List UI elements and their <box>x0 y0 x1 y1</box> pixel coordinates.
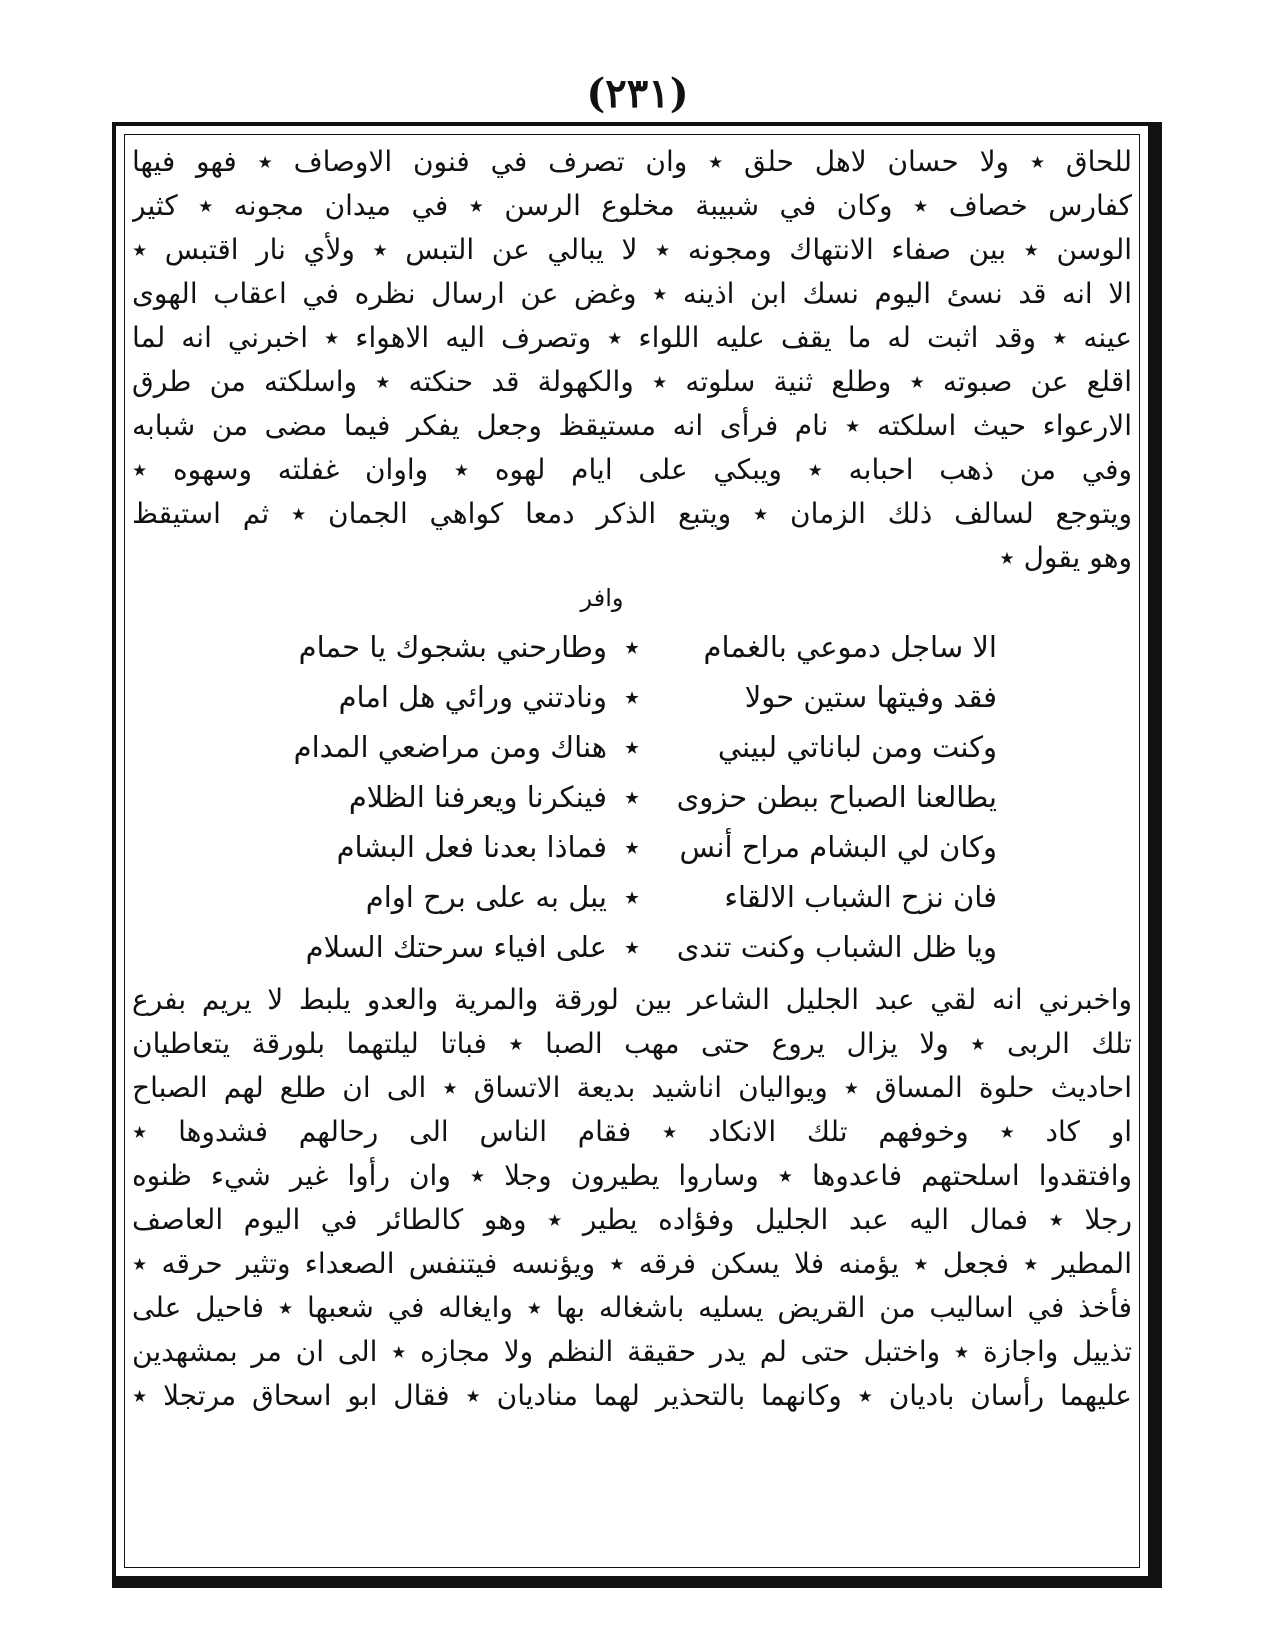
text-line: تلك الربى ٭ ولا يزال يروع حتى مهب الصبا ٭ فباتا ليلتهما بلورقة يتعاطيان <box>132 1027 1132 1060</box>
verse-first-hemistich: يطالعنا الصباح ببطن حزوى <box>676 780 997 814</box>
text-line: واخبرني انه لقي عبد الجليل الشاعر بين لورقة والمرية والعدو يلبط لا يريم بفرع <box>132 983 1132 1016</box>
star-separator-icon: ٭ <box>624 880 640 914</box>
verse <box>132 822 1132 872</box>
verse-second-hemistich: يبل به على برح اوام <box>365 880 607 914</box>
text-line: عليهما رأسان باديان ٭ وكانهما بالتحذير لهما مناديان ٭ فقال ابو اسحاق مرتجلا ٭ <box>132 1379 1132 1412</box>
star-separator-icon: ٭ <box>624 730 640 764</box>
text-line: او كاد ٭ وخوفهم تلك الانكاد ٭ فقام الناس الى رحالهم فشدوها ٭ <box>132 1115 1132 1148</box>
text-line: رجلا ٭ فمال اليه عبد الجليل وفؤاده يطير ٭ وهو كالطائر في اليوم العاصف <box>132 1203 1132 1236</box>
page-number: (٢٣١) <box>586 70 689 117</box>
text-line: الا انه قد نسئ اليوم نسك ابن اذينه ٭ وغض عن ارسال نظره في اعقاب الهوى <box>132 277 1132 310</box>
text-line: احاديث حلوة المساق ٭ ويواليان اناشيد بديعة الاتساق ٭ الى ان طلع لهم الصباح <box>132 1071 1132 1104</box>
verse-second-hemistich: على افياء سرحتك السلام <box>305 930 607 964</box>
star-separator-icon: ٭ <box>624 780 640 814</box>
text-line: وافتقدوا اسلحتهم فاعدوها ٭ وساروا يطيرون وجلا ٭ وان رأوا غير شيء ظنوه <box>132 1159 1132 1192</box>
text-line: فأخذ في اساليب من القريض يسليه باشغاله بها ٭ وايغاله في شعبها ٭ فاحيل على <box>132 1291 1132 1324</box>
verse-second-hemistich: فينكرنا ويعرفنا الظلام <box>348 780 607 814</box>
text-line: الارعواء حيث اسلكته ٭ نام فرأى انه مستيقظ وجعل يفكر فيما مضى من شبابه <box>132 409 1132 442</box>
star-separator-icon: ٭ <box>624 680 640 714</box>
verse <box>132 622 1132 672</box>
verse <box>132 772 1132 822</box>
verse-first-hemistich: فان نزح الشباب الالقاء <box>724 880 997 914</box>
star-separator-icon: ٭ <box>624 930 640 964</box>
verse-first-hemistich: فقد وفيتها ستين حولا <box>744 680 997 714</box>
text-line: للحاق ٭ ولا حسان لاهل حلق ٭ وان تصرف في فنون الاوصاف ٭ فهو فيها <box>132 145 1132 178</box>
meter-label: وافر <box>580 584 624 612</box>
star-separator-icon: ٭ <box>624 630 640 664</box>
text-line: تذييل واجازة ٭ واختبل حتى لم يدر حقيقة النظم ولا مجازه ٭ الى ان مر بمشهدين <box>132 1335 1132 1368</box>
frame-right-rule <box>1152 122 1162 1580</box>
text-line: كفارس خصاف ٭ وكان في شبيبة مخلوع الرسن ٭ في ميدان مجونه ٭ كثير <box>132 189 1132 222</box>
verse-second-hemistich: وطارحني بشجوك يا حمام <box>298 630 607 664</box>
verse-second-hemistich: هناك ومن مراضعي المدام <box>293 730 607 764</box>
text-line: المطير ٭ فجعل ٭ يؤمنه فلا يسكن فرقه ٭ ويؤنسه فيتنفس الصعداء وتثير حرقه ٭ <box>132 1247 1132 1280</box>
text-line: وهو يقول ٭ <box>999 541 1132 574</box>
page-body <box>132 140 1132 1418</box>
text-line: عينه ٭ وقد اثبت له ما يقف عليه اللواء ٭ وتصرف اليه الاهواء ٭ اخبرني انه لما <box>132 321 1132 354</box>
prose-top <box>132 140 1132 580</box>
verse-second-hemistich: ونادتني ورائي هل امام <box>338 680 607 714</box>
verse <box>132 922 1132 972</box>
verse <box>132 672 1132 722</box>
verse-first-hemistich: الا ساجل دموعي بالغمام <box>703 630 997 664</box>
verse <box>132 722 1132 772</box>
poem <box>132 622 1132 972</box>
verse-first-hemistich: وكنت ومن لباناتي لبيني <box>717 730 997 764</box>
verse-first-hemistich: ويا ظل الشباب وكنت تندى <box>676 930 997 964</box>
text-line: ويتوجع لسالف ذلك الزمان ٭ ويتبع الذكر دمعا كواهي الجمان ٭ ثم استيقظ <box>132 497 1132 530</box>
text-line: اقلع عن صبوته ٭ وطلع ثنية سلوته ٭ والكهولة قد حنكته ٭ واسلكته من طرق <box>132 365 1132 398</box>
verse-second-hemistich: فماذا بعدنا فعل البشام <box>336 830 607 864</box>
star-separator-icon: ٭ <box>624 830 640 864</box>
frame-bottom-rule <box>112 1580 1162 1588</box>
verse-first-hemistich: وكان لي البشام مراح أنس <box>679 830 997 864</box>
text-line: الوسن ٭ بين صفاء الانتهاك ومجونه ٭ لا يبالي عن التبس ٭ ولأي نار اقتبس ٭ <box>132 233 1132 266</box>
prose-bottom <box>132 978 1132 1418</box>
text-line: وفي من ذهب احبابه ٭ ويبكي على ايام لهوه ٭ واوان غفلته وسهوه ٭ <box>132 453 1132 486</box>
verse <box>132 872 1132 922</box>
